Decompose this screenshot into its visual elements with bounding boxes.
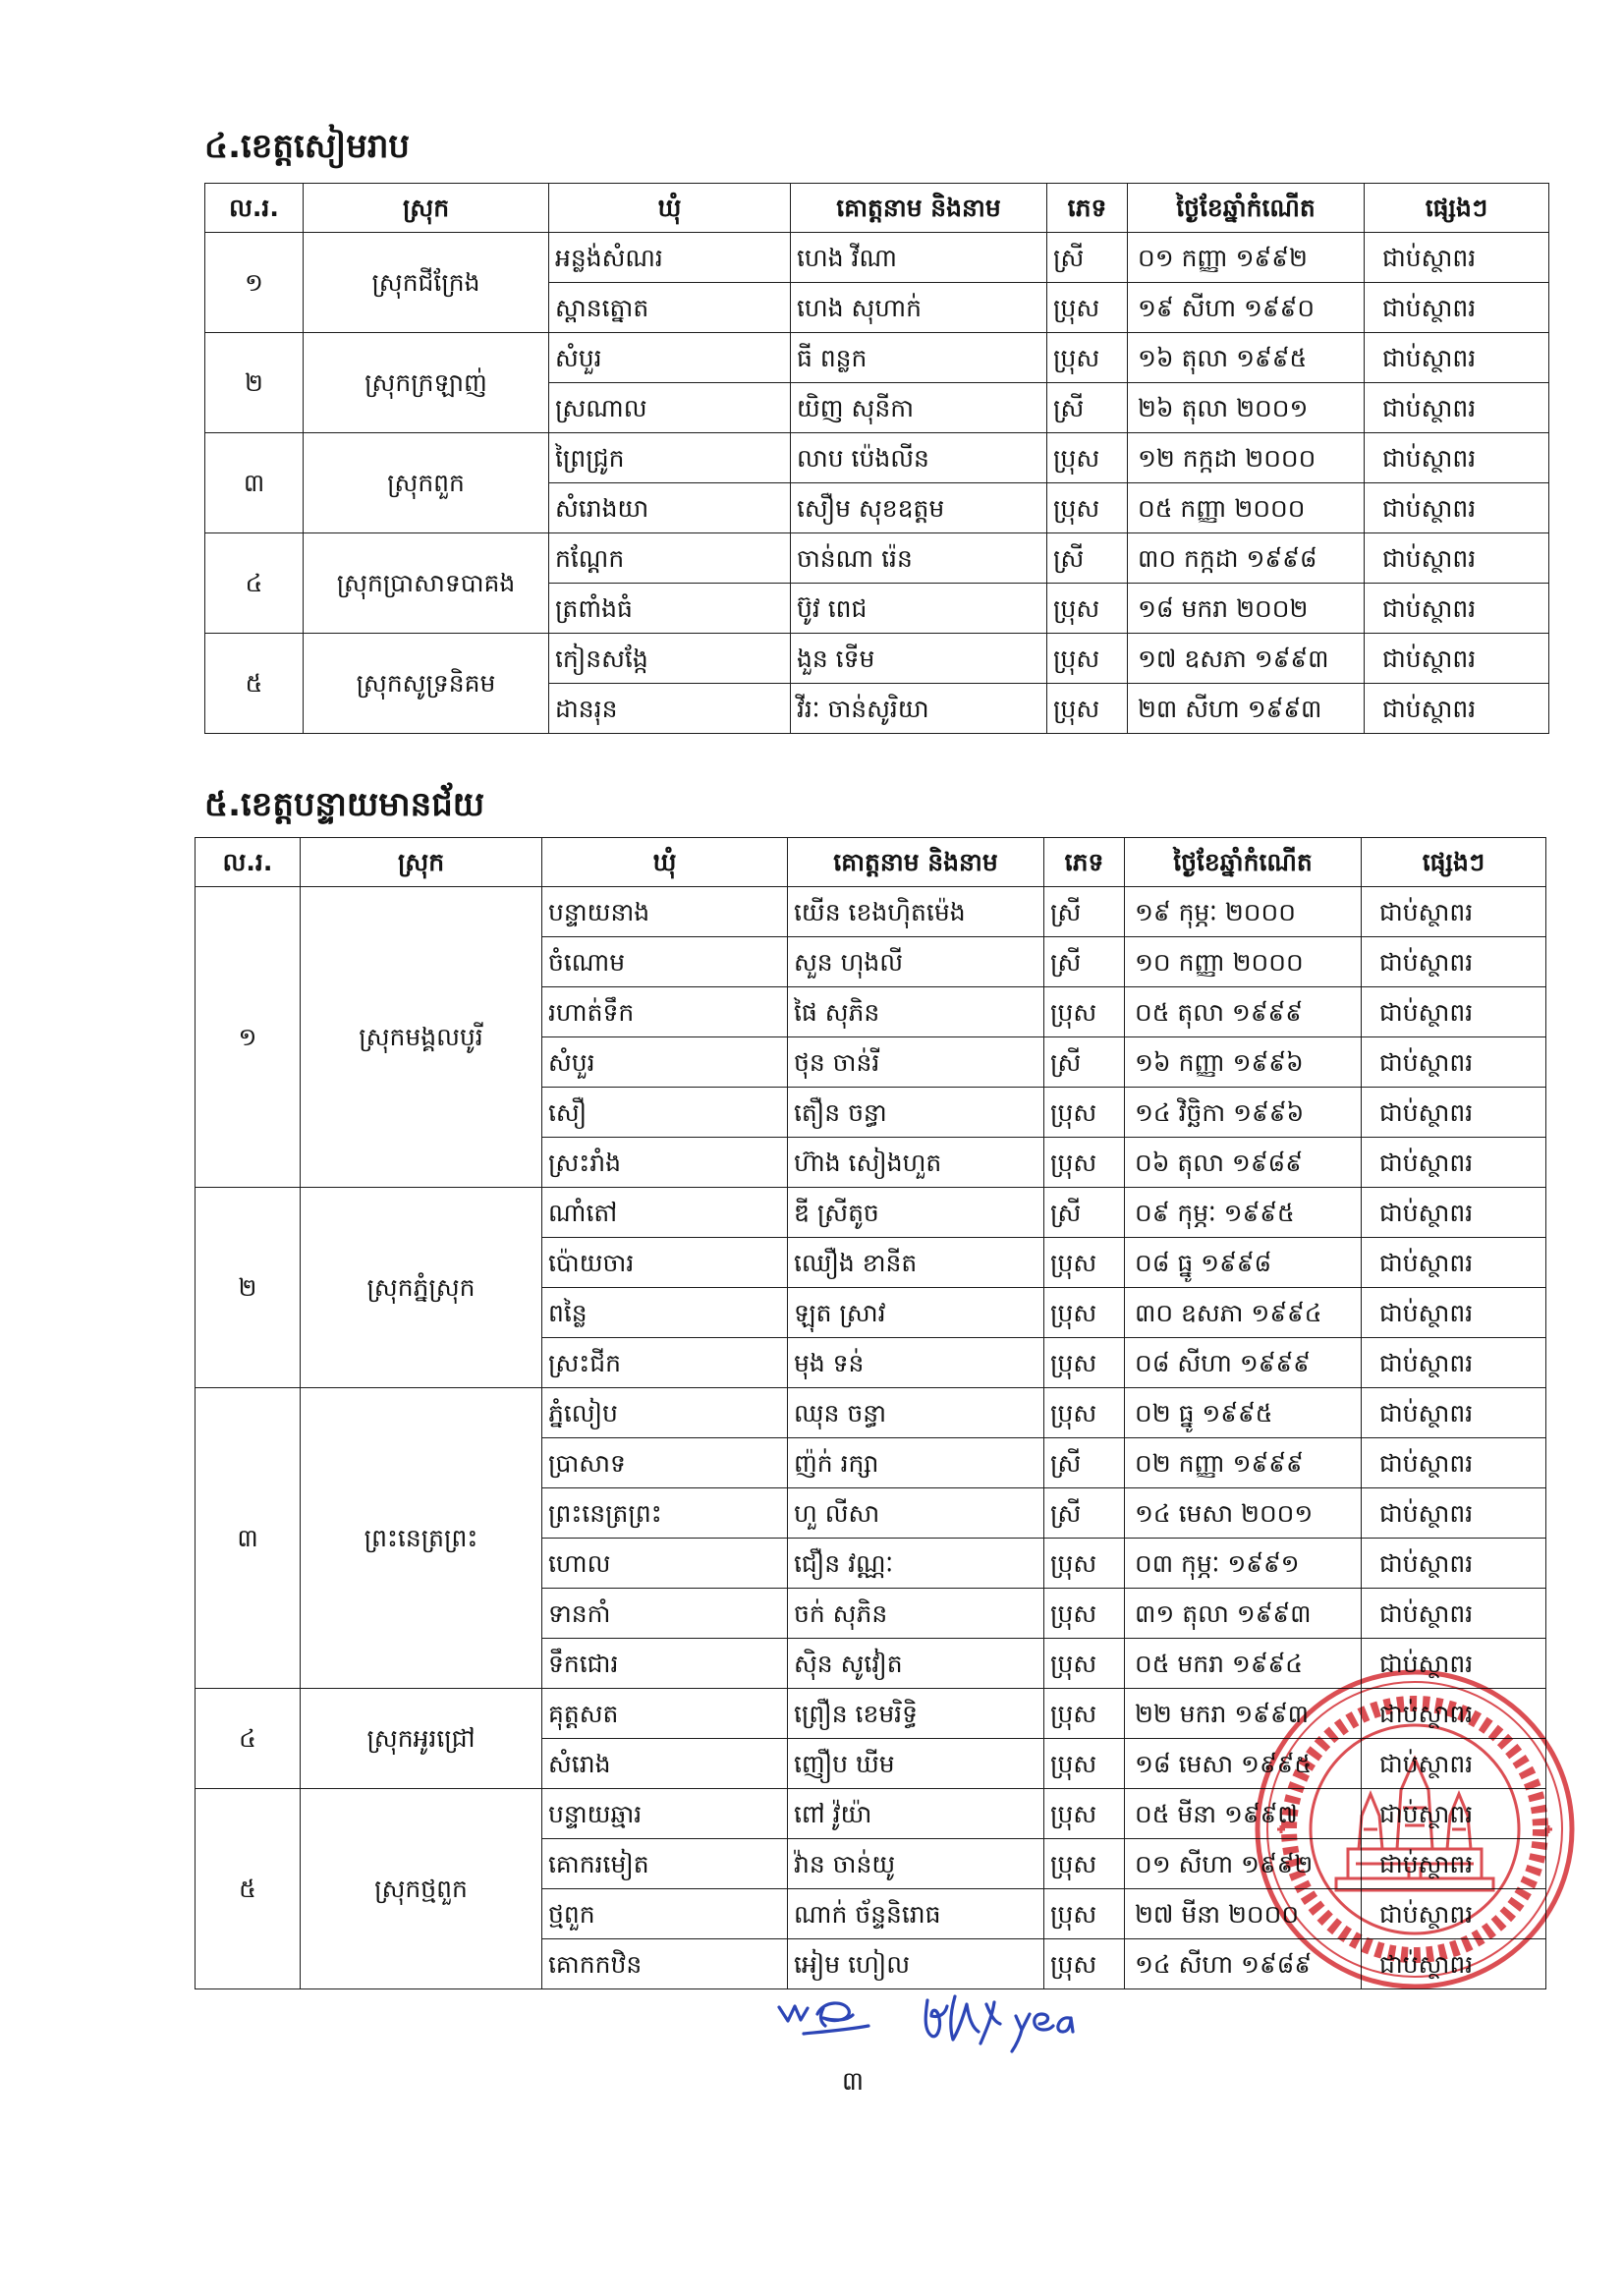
date-of-birth-cell: ៣០ ឧសភា ១៩៩៤ (1125, 1288, 1362, 1338)
commune-cell: ចំណោម (542, 937, 788, 987)
full-name-cell: លាប ប៉េងលីន (791, 433, 1047, 483)
commune-cell: ស្ពានត្នោត (549, 283, 791, 333)
commune-cell: កណ្ដែក (549, 533, 791, 584)
commune-cell: ណាំតៅ (542, 1188, 788, 1238)
commune-cell: សំបួរ (542, 1037, 788, 1088)
remarks-cell: ជាប់ស្ថាពរ (1362, 987, 1546, 1037)
commune-cell: ទឹកជោរ (542, 1639, 788, 1689)
full-name-cell: វីរៈ ចាន់សូរិយា (791, 684, 1047, 734)
district-number: ១ (196, 887, 301, 1188)
full-name-cell: ងួន ទើម (791, 634, 1047, 684)
date-of-birth-cell: ១៧ ឧសភា ១៩៩៣ (1128, 634, 1365, 684)
remarks-cell: ជាប់ស្ថាពរ (1365, 283, 1549, 333)
page-number: ៣ (841, 2067, 865, 2097)
date-of-birth-cell: ០៩ កុម្ភៈ ១៩៩៥ (1125, 1188, 1362, 1238)
full-name-cell: ឈុន ចន្ធា (788, 1388, 1044, 1438)
district-number: ២ (205, 333, 304, 433)
col-header-commune: ឃុំ (542, 838, 788, 887)
commune-cell: អន្លង់សំណរ (549, 233, 791, 283)
remarks-cell: ជាប់ស្ថាពរ (1362, 1138, 1546, 1188)
date-of-birth-cell: ១២ កក្កដា ២០០០ (1128, 433, 1365, 483)
sex-cell: ប្រុស (1044, 1288, 1125, 1338)
full-name-cell: អៀម ហៀល (788, 1939, 1044, 1989)
district-number: ១ (205, 233, 304, 333)
sex-cell: ប្រុស (1047, 283, 1128, 333)
section-heading-banteay-meanchey: ៥.ខេត្តបន្ទាយមានជ័យ (204, 785, 485, 824)
district-number: ២ (196, 1188, 301, 1388)
date-of-birth-cell: ០២ កញ្ញា ១៩៩៩ (1125, 1438, 1362, 1488)
commune-cell: សំរោងយា (549, 483, 791, 533)
full-name-cell: ផៃ សុភិន (788, 987, 1044, 1037)
full-name-cell: ប៊ូវ ពេជ (791, 584, 1047, 634)
table-body (205, 233, 1549, 734)
commune-cell: ប៉ោយចារ (542, 1238, 788, 1288)
remarks-cell: ជាប់ស្ថាពរ (1362, 1438, 1546, 1488)
commune-cell: គោករមៀត (542, 1839, 788, 1889)
district-name: ស្រុកជីក្រែង (304, 233, 549, 333)
table-header-row (196, 838, 1546, 887)
date-of-birth-cell: ១៤ មេសា ២០០១ (1125, 1488, 1362, 1539)
commune-cell: ដានរុន (549, 684, 791, 734)
remarks-cell: ជាប់ស្ថាពរ (1362, 1088, 1546, 1138)
remarks-cell: ជាប់ស្ថាពរ (1365, 383, 1549, 433)
date-of-birth-cell: ២៣ សីហា ១៩៩៣ (1128, 684, 1365, 734)
date-of-birth-cell: ១៩ កុម្ភៈ ២០០០ (1125, 887, 1362, 937)
commune-cell: សឿ (542, 1088, 788, 1138)
sex-cell: ប្រុស (1044, 1539, 1125, 1589)
remarks-cell: ជាប់ស្ថាពរ (1362, 1388, 1546, 1438)
full-name-cell: ឡុត ស្រាវ (788, 1288, 1044, 1338)
full-name-cell: ព្រឿន ខេមរិទ្ធិ (788, 1689, 1044, 1739)
section-heading-siem-reap: ៤.ខេត្តសៀមរាប (204, 127, 410, 166)
remarks-cell: ជាប់ស្ថាពរ (1362, 937, 1546, 987)
full-name-cell: ឌី ស្រីតូច (788, 1188, 1044, 1238)
date-of-birth-cell: ២៧ មីនា ២០០០ (1125, 1889, 1362, 1939)
remarks-cell: ជាប់ស្ថាពរ (1362, 1789, 1546, 1839)
full-name-cell: ថុន ចាន់រី (788, 1037, 1044, 1088)
remarks-cell: ជាប់ស្ថាពរ (1365, 634, 1549, 684)
date-of-birth-cell: ១៤ វិច្ឆិកា ១៩៩៦ (1125, 1088, 1362, 1138)
commune-cell: ត្រពាំងធំ (549, 584, 791, 634)
sex-cell: ស្រី (1044, 1488, 1125, 1539)
col-header-district: ស្រុក (301, 838, 542, 887)
commune-cell: ពន្លៃ (542, 1288, 788, 1338)
col-header-district: ស្រុក (304, 184, 549, 233)
col-header-full-name: គោត្តនាម និងនាម (791, 184, 1047, 233)
sex-cell: ស្រី (1044, 1037, 1125, 1088)
remarks-cell: ជាប់ស្ថាពរ (1362, 1238, 1546, 1288)
district-number: ៤ (205, 533, 304, 634)
table-row (196, 1789, 1546, 1839)
remarks-cell: ជាប់ស្ថាពរ (1362, 1839, 1546, 1889)
roster-table-banteay-meanchey (195, 837, 1546, 1989)
commune-cell: រហាត់ទឹក (542, 987, 788, 1037)
district-name: ស្រុកមង្គលបូរី (301, 887, 542, 1188)
district-name: ស្រុកអូរជ្រៅ (301, 1689, 542, 1789)
commune-cell: បន្ទាយនាង (542, 887, 788, 937)
commune-cell: កៀនសង្កែ (549, 634, 791, 684)
full-name-cell: ចាន់ណា រ៉េន (791, 533, 1047, 584)
sex-cell: ប្រុស (1044, 1589, 1125, 1639)
col-header-sex: ភេទ (1047, 184, 1128, 233)
table-row (205, 433, 1549, 483)
sex-cell: ប្រុស (1044, 1138, 1125, 1188)
full-name-cell: ជឿន វណ្ណៈ (788, 1539, 1044, 1589)
table-row (205, 233, 1549, 283)
date-of-birth-cell: ២៦ តុលា ២០០១ (1128, 383, 1365, 433)
commune-cell: ថ្មពួក (542, 1889, 788, 1939)
remarks-cell: ជាប់ស្ថាពរ (1362, 1939, 1546, 1989)
remarks-cell: ជាប់ស្ថាពរ (1362, 1739, 1546, 1789)
district-name: ព្រះនេត្រព្រះ (301, 1388, 542, 1689)
date-of-birth-cell: ១៨ មករា ២០០២ (1128, 584, 1365, 634)
full-name-cell: ហួ លីសា (788, 1488, 1044, 1539)
sex-cell: ស្រី (1047, 533, 1128, 584)
sex-cell: ប្រុស (1044, 1939, 1125, 1989)
commune-cell: បន្ទាយឆ្មារ (542, 1789, 788, 1839)
commune-cell: ព្រៃជ្រូក (549, 433, 791, 483)
district-number: ៣ (196, 1388, 301, 1689)
col-header-sex: ភេទ (1044, 838, 1125, 887)
sex-cell: ស្រី (1044, 887, 1125, 937)
roster-table-siem-reap (204, 183, 1549, 734)
commune-cell: គុត្តសត (542, 1689, 788, 1739)
remarks-cell: ជាប់ស្ថាពរ (1362, 1338, 1546, 1388)
district-name: ស្រុកថ្មពួក (301, 1789, 542, 1989)
full-name-cell: មុង ទន់ (788, 1338, 1044, 1388)
remarks-cell: ជាប់ស្ថាពរ (1362, 887, 1546, 937)
date-of-birth-cell: ០៥ មីនា ១៩៩៧ (1125, 1789, 1362, 1839)
district-number: ៣ (205, 433, 304, 533)
table-row (205, 533, 1549, 584)
commune-cell: សំបួរ (549, 333, 791, 383)
sex-cell: ប្រុស (1044, 1789, 1125, 1839)
remarks-cell: ជាប់ស្ថាពរ (1365, 533, 1549, 584)
date-of-birth-cell: ៣១ តុលា ១៩៩៣ (1125, 1589, 1362, 1639)
district-number: ៤ (196, 1689, 301, 1789)
sex-cell: ស្រី (1044, 1188, 1125, 1238)
date-of-birth-cell: ០៣ កុម្ភៈ ១៩៩១ (1125, 1539, 1362, 1589)
remarks-cell: ជាប់ស្ថាពរ (1362, 1288, 1546, 1338)
remarks-cell: ជាប់ស្ថាពរ (1365, 483, 1549, 533)
full-name-cell: ធី ពន្លក (791, 333, 1047, 383)
col-header-number: ល.រ. (196, 838, 301, 887)
full-name-cell: ស៊ិន សូវៀត (788, 1639, 1044, 1689)
sex-cell: ប្រុស (1047, 483, 1128, 533)
sex-cell: ប្រុស (1044, 1338, 1125, 1388)
sex-cell: ស្រី (1047, 233, 1128, 283)
date-of-birth-cell: ២២ មករា ១៩៩៣ (1125, 1689, 1362, 1739)
full-name-cell: វ៉ាន ចាន់យូ (788, 1839, 1044, 1889)
full-name-cell: សឿម សុខឧត្តម (791, 483, 1047, 533)
commune-cell: ស្រះរាំង (542, 1138, 788, 1188)
date-of-birth-cell: ០១ សីហា ១៩៩២ (1125, 1839, 1362, 1889)
full-name-cell: ហ៊ាង សៀងហួត (788, 1138, 1044, 1188)
col-header-remarks: ផ្សេងៗ (1362, 838, 1546, 887)
remarks-cell: ជាប់ស្ថាពរ (1365, 333, 1549, 383)
remarks-cell: ជាប់ស្ថាពរ (1362, 1539, 1546, 1589)
sex-cell: ប្រុស (1044, 1238, 1125, 1288)
remarks-cell: ជាប់ស្ថាពរ (1362, 1037, 1546, 1088)
table-row (196, 887, 1546, 937)
district-name: ស្រុកក្រឡាញ់ (304, 333, 549, 433)
remarks-cell: ជាប់ស្ថាពរ (1362, 1488, 1546, 1539)
col-header-date-of-birth: ថ្ងៃខែឆ្នាំកំណើត (1128, 184, 1365, 233)
table-row (196, 1689, 1546, 1739)
commune-cell: ទានកាំ (542, 1589, 788, 1639)
date-of-birth-cell: ០៨ ធ្នូ ១៩៩៨ (1125, 1238, 1362, 1288)
full-name-cell: សួន ហុងលី (788, 937, 1044, 987)
col-header-number: ល.រ. (205, 184, 304, 233)
sex-cell: ប្រុស (1044, 1639, 1125, 1689)
table-row (205, 634, 1549, 684)
district-name: ស្រុកសូទ្រនិគម (304, 634, 549, 734)
full-name-cell: ឈឿង ខានីត (788, 1238, 1044, 1288)
remarks-cell: ជាប់ស្ថាពរ (1365, 684, 1549, 734)
commune-cell: សំរោង (542, 1739, 788, 1789)
full-name-cell: ញ៉ក់ រក្សា (788, 1438, 1044, 1488)
sex-cell: ស្រី (1044, 937, 1125, 987)
remarks-cell: ជាប់ស្ថាពរ (1365, 584, 1549, 634)
sex-cell: ប្រុស (1044, 1689, 1125, 1739)
table-row (205, 333, 1549, 383)
table-body (196, 887, 1546, 1989)
date-of-birth-cell: ១៩ សីហា ១៩៩០ (1128, 283, 1365, 333)
commune-cell: ស្រះជីក (542, 1338, 788, 1388)
sex-cell: ប្រុស (1047, 634, 1128, 684)
remarks-cell: ជាប់ស្ថាពរ (1362, 1188, 1546, 1238)
sex-cell: ប្រុស (1047, 433, 1128, 483)
commune-cell: ប្រាសាទ (542, 1438, 788, 1488)
sex-cell: ប្រុស (1044, 987, 1125, 1037)
commune-cell: ហោល (542, 1539, 788, 1589)
date-of-birth-cell: ០៦ តុលា ១៩៨៩ (1125, 1138, 1362, 1188)
sex-cell: ប្រុស (1047, 684, 1128, 734)
remarks-cell: ជាប់ស្ថាពរ (1362, 1689, 1546, 1739)
date-of-birth-cell: ១៤ សីហា ១៩៨៩ (1125, 1939, 1362, 1989)
district-name: ស្រុកប្រាសាទបាគង (304, 533, 549, 634)
remarks-cell: ជាប់ស្ថាពរ (1362, 1639, 1546, 1689)
full-name-cell: ពៅ វ៉ូយ៉ា (788, 1789, 1044, 1839)
date-of-birth-cell: ០៥ កញ្ញា ២០០០ (1128, 483, 1365, 533)
date-of-birth-cell: ៣០ កក្កដា ១៩៩៨ (1128, 533, 1365, 584)
col-header-commune: ឃុំ (549, 184, 791, 233)
date-of-birth-cell: ១៦ កញ្ញា ១៩៩៦ (1125, 1037, 1362, 1088)
full-name-cell: យិញ សុនីកា (791, 383, 1047, 433)
full-name-cell: ញឿប ឃីម (788, 1739, 1044, 1789)
date-of-birth-cell: ០៥ តុលា ១៩៩៩ (1125, 987, 1362, 1037)
table-header-row (205, 184, 1549, 233)
full-name-cell: ណាក់ ច័ន្ទនិរោធ (788, 1889, 1044, 1939)
col-header-full-name: គោត្តនាម និងនាម (788, 838, 1044, 887)
signature-2 (925, 1996, 1073, 2051)
sex-cell: ប្រុស (1044, 1088, 1125, 1138)
commune-cell: គោកកឋិន (542, 1939, 788, 1989)
full-name-cell: ចក់ សុភិន (788, 1589, 1044, 1639)
sex-cell: ប្រុស (1044, 1889, 1125, 1939)
sex-cell: ប្រុស (1044, 1839, 1125, 1889)
remarks-cell: ជាប់ស្ថាពរ (1365, 233, 1549, 283)
district-name: ស្រុកភ្នំស្រុក (301, 1188, 542, 1388)
col-header-date-of-birth: ថ្ងៃខែឆ្នាំកំណើត (1125, 838, 1362, 887)
sex-cell: ស្រី (1044, 1438, 1125, 1488)
district-number: ៥ (205, 634, 304, 734)
district-name: ស្រុកពួក (304, 433, 549, 533)
commune-cell: ស្រណាល (549, 383, 791, 433)
remarks-cell: ជាប់ស្ថាពរ (1362, 1589, 1546, 1639)
signature-1 (779, 2003, 868, 2034)
sex-cell: ប្រុស (1047, 333, 1128, 383)
full-name-cell: ហេង វីណា (791, 233, 1047, 283)
table-row (196, 1388, 1546, 1438)
full-name-cell: យើន ខេងហ៊ិតម៉េង (788, 887, 1044, 937)
date-of-birth-cell: ០៥ មករា ១៩៩៤ (1125, 1639, 1362, 1689)
sex-cell: ស្រី (1047, 383, 1128, 433)
col-header-remarks: ផ្សេងៗ (1365, 184, 1549, 233)
commune-cell: ភ្នំលៀប (542, 1388, 788, 1438)
remarks-cell: ជាប់ស្ថាពរ (1362, 1889, 1546, 1939)
remarks-cell: ជាប់ស្ថាពរ (1365, 433, 1549, 483)
district-number: ៥ (196, 1789, 301, 1989)
date-of-birth-cell: ០៨ សីហា ១៩៩៩ (1125, 1338, 1362, 1388)
date-of-birth-cell: ១៦ តុលា ១៩៩៥ (1128, 333, 1365, 383)
sex-cell: ប្រុស (1047, 584, 1128, 634)
table-row (196, 1188, 1546, 1238)
full-name-cell: ហេង សុហាក់ (791, 283, 1047, 333)
full-name-cell: តឿន ចន្ធា (788, 1088, 1044, 1138)
sex-cell: ប្រុស (1044, 1388, 1125, 1438)
date-of-birth-cell: ០២ ធ្នូ ១៩៩៥ (1125, 1388, 1362, 1438)
date-of-birth-cell: ១៨ មេសា ១៩៩៥ (1125, 1739, 1362, 1789)
sex-cell: ប្រុស (1044, 1739, 1125, 1789)
date-of-birth-cell: ១០ កញ្ញា ២០០០ (1125, 937, 1362, 987)
date-of-birth-cell: ០១ កញ្ញា ១៩៩២ (1128, 233, 1365, 283)
commune-cell: ព្រះនេត្រព្រះ (542, 1488, 788, 1539)
